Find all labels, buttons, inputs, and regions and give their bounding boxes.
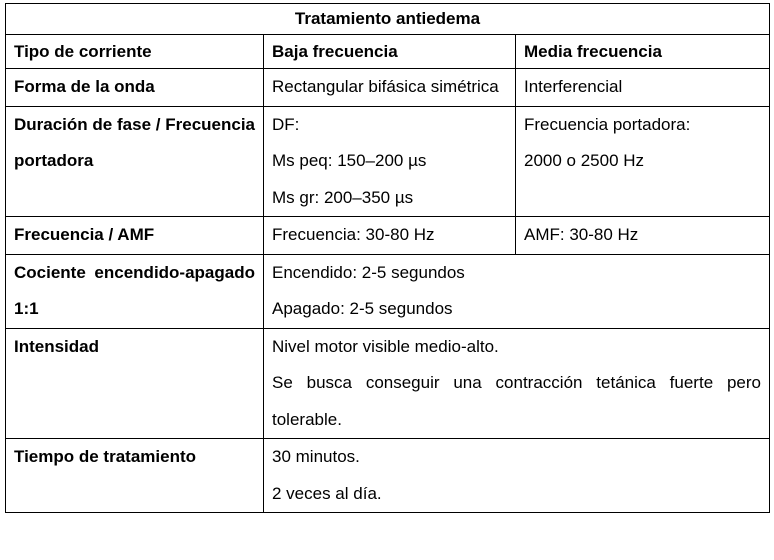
cell-medium-amf: AMF: 30-80 Hz [516, 217, 770, 255]
table-row [6, 254, 770, 328]
header-medium-frequency: Media frecuencia [516, 35, 770, 69]
cell-on-off-ratio [264, 254, 770, 328]
phase-duration-line: Ms peq: 150–200 µs [272, 151, 427, 170]
treatment-table [5, 3, 770, 513]
table-title: Tratamiento antiedema [6, 4, 770, 35]
cell-low-frequency: Frecuencia: 30-80 Hz [264, 217, 516, 255]
row-label-frequency: Frecuencia / AMF [6, 217, 264, 255]
on-off-line: Apagado: 2-5 segundos [272, 299, 453, 318]
table-row [6, 328, 770, 439]
header-current-type: Tipo de corriente [6, 35, 264, 69]
carrier-frequency-line: 2000 o 2500 Hz [524, 151, 645, 170]
cell-intensity [264, 328, 770, 439]
header-low-frequency: Baja frecuencia [264, 35, 516, 69]
table-row [6, 106, 770, 217]
cell-low-phase-duration [264, 106, 516, 217]
intensity-line: Se busca conseguir una contracción tetánica fuerte pero tolerable. [272, 373, 761, 429]
title-row [6, 4, 770, 35]
table-row [6, 439, 770, 513]
row-label-waveform: Forma de la onda [6, 69, 264, 107]
row-label-on-off-ratio: Cociente encendido-apagado 1:1 [6, 254, 264, 328]
cell-treatment-time [264, 439, 770, 513]
phase-duration-line: DF: [272, 114, 300, 134]
treatment-time-line: 30 minutos. [272, 447, 360, 466]
treatment-time-line: 2 veces al día. [272, 483, 382, 503]
header-row [6, 35, 770, 69]
row-label-treatment-time: Tiempo de tratamiento [6, 439, 264, 513]
phase-duration-line: Ms gr: 200–350 µs [272, 187, 414, 207]
table-row [6, 69, 770, 107]
cell-low-waveform: Rectangular bifásica simétrica [264, 69, 516, 107]
cell-medium-waveform: Interferencial [516, 69, 770, 107]
row-label-phase-duration: Duración de fase / Frecuencia portadora [6, 106, 264, 217]
on-off-line: Encendido: 2-5 segundos [272, 262, 465, 282]
intensity-line: Nivel motor visible medio-alto. [272, 336, 499, 356]
row-label-intensity: Intensidad [6, 328, 264, 439]
carrier-frequency-line: Frecuencia portadora: [524, 114, 691, 134]
table-row [6, 217, 770, 255]
cell-medium-carrier-frequency [516, 106, 770, 217]
